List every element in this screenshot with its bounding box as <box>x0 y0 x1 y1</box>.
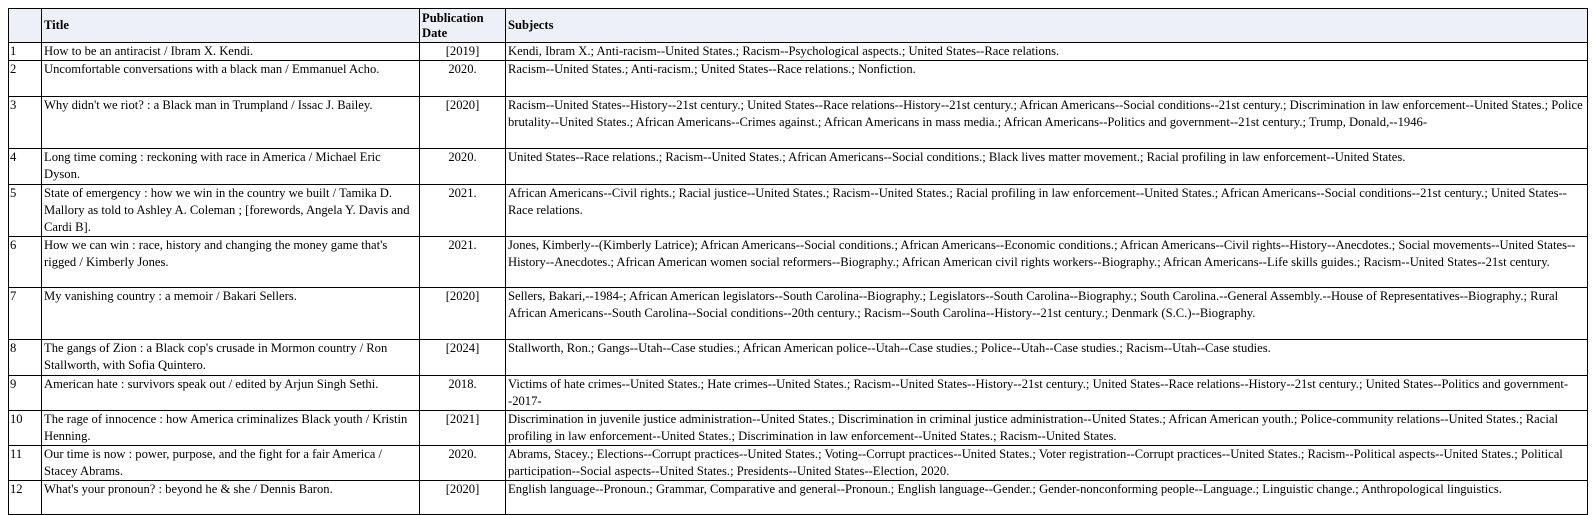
table-row <box>9 481 1588 515</box>
row-number: 11 <box>9 446 42 481</box>
row-publication-date: [2020] <box>420 288 506 340</box>
row-subjects: African Americans--Civil rights.; Racial justice--United States.; Racism--United States.; Racial profiling in law enforcement--United States.; African Americans--Social conditions--21st century.; United States--Race relations. <box>506 185 1588 237</box>
header-row <box>9 9 1588 43</box>
table-row <box>9 376 1588 411</box>
row-subjects: Kendi, Ibram X.; Anti-racism--United States.; Racism--Psychological aspects.; United States--Race relations. <box>506 43 1588 61</box>
table-row <box>9 237 1588 288</box>
table-row <box>9 288 1588 340</box>
row-title: How we can win : race, history and changing the money game that's rigged / Kimberly Jones. <box>42 237 420 288</box>
row-title: State of emergency : how we win in the country we built / Tamika D. Mallory as told to Ashley A. Coleman ; [forewords, Angela Y. Davis and Cardi B]. <box>42 185 420 237</box>
row-number: 9 <box>9 376 42 411</box>
table-row <box>9 149 1588 185</box>
row-title: How to be an antiracist / Ibram X. Kendi. <box>42 43 420 61</box>
row-subjects: Sellers, Bakari,--1984-; African American legislators--South Carolina--Biography.; Legislators--South Carolina--Biography.; South Carolina.--General Assembly.--House of Representatives--Biography.; Rural African Americans--South Carolina--Social conditions--20th century.; Racism--South Carolina--History--21st century.; Denmark (S.C.)--Biography. <box>506 288 1588 340</box>
catalog-table <box>8 8 1588 515</box>
row-subjects: Abrams, Stacey.; Elections--Corrupt practices--United States.; Voting--Corrupt practices--United States.; Voter registration--Corrupt practices--United States.; Racism--Political aspects--United States.; Political participation--Social aspects--United States.; Presidents--United States--Election, 2020. <box>506 446 1588 481</box>
row-number: 1 <box>9 43 42 61</box>
row-number: 3 <box>9 97 42 149</box>
table-row <box>9 97 1588 149</box>
table-row <box>9 411 1588 446</box>
row-number: 12 <box>9 481 42 515</box>
row-publication-date: 2021. <box>420 185 506 237</box>
row-publication-date: 2020. <box>420 61 506 97</box>
row-title: The rage of innocence : how America criminalizes Black youth / Kristin Henning. <box>42 411 420 446</box>
row-number: 5 <box>9 185 42 237</box>
row-subjects: Jones, Kimberly--(Kimberly Latrice); African Americans--Social conditions.; African Americans--Economic conditions.; African Americans--Civil rights--History--Anecdotes.; Social movements--United States--History--Anecdotes.; African American women social reformers--Biography.; African American civil rights workers--Biography.; African Americans--Life skills guides.; Racism--United States--21st century. <box>506 237 1588 288</box>
table-row <box>9 43 1588 61</box>
row-title: My vanishing country : a memoir / Bakari Sellers. <box>42 288 420 340</box>
header-num <box>9 9 42 43</box>
row-title: The gangs of Zion : a Black cop's crusade in Mormon country / Ron Stallworth, with Sofia Quintero. <box>42 340 420 376</box>
row-title: Long time coming : reckoning with race in America / Michael Eric Dyson. <box>42 149 420 185</box>
row-publication-date: [2019] <box>420 43 506 61</box>
row-subjects: Victims of hate crimes--United States.; Hate crimes--United States.; Racism--United States--History--21st century.; United States--Race relations--History--21st century.; United States--Politics and government--2017- <box>506 376 1588 411</box>
header-publication-date: Publication Date <box>420 9 506 43</box>
row-number: 7 <box>9 288 42 340</box>
row-subjects: Racism--United States--History--21st century.; United States--Race relations--History--21st century.; African Americans--Social conditions--21st century.; Discrimination in law enforcement--United States.; Police brutality--United States.; African Americans--Crimes against.; African Americans in mass media.; African Americans--Politics and government--21st century.; Trump, Donald,--1946- <box>506 97 1588 149</box>
table-row <box>9 61 1588 97</box>
header-subjects: Subjects <box>506 9 1588 43</box>
row-publication-date: [2024] <box>420 340 506 376</box>
row-subjects: United States--Race relations.; Racism--United States.; African Americans--Social conditions.; Black lives matter movement.; Racial profiling in law enforcement--United States. <box>506 149 1588 185</box>
row-publication-date: 2018. <box>420 376 506 411</box>
row-title: Our time is now : power, purpose, and the fight for a fair America / Stacey Abrams. <box>42 446 420 481</box>
row-publication-date: 2021. <box>420 237 506 288</box>
table-row <box>9 340 1588 376</box>
header-title: Title <box>42 9 420 43</box>
row-publication-date: 2020. <box>420 149 506 185</box>
row-number: 8 <box>9 340 42 376</box>
row-publication-date: 2020. <box>420 446 506 481</box>
row-title: What's your pronoun? : beyond he & she / Dennis Baron. <box>42 481 420 515</box>
row-number: 4 <box>9 149 42 185</box>
row-title: American hate : survivors speak out / edited by Arjun Singh Sethi. <box>42 376 420 411</box>
row-subjects: Racism--United States.; Anti-racism.; United States--Race relations.; Nonfiction. <box>506 61 1588 97</box>
table-row <box>9 185 1588 237</box>
row-publication-date: [2020] <box>420 481 506 515</box>
row-subjects: Discrimination in juvenile justice administration--United States.; Discrimination in criminal justice administration--United States.; African American youth.; Police-community relations--United States.; Racial profiling in law enforcement--United States.; Discrimination in law enforcement--United States.; Racism--United States. <box>506 411 1588 446</box>
row-publication-date: [2021] <box>420 411 506 446</box>
row-subjects: Stallworth, Ron.; Gangs--Utah--Case studies.; African American police--Utah--Case studies.; Police--Utah--Case studies.; Racism--Utah--Case studies. <box>506 340 1588 376</box>
row-number: 2 <box>9 61 42 97</box>
row-title: Uncomfortable conversations with a black man / Emmanuel Acho. <box>42 61 420 97</box>
row-number: 6 <box>9 237 42 288</box>
table-row <box>9 446 1588 481</box>
row-subjects: English language--Pronoun.; Grammar, Comparative and general--Pronoun.; English language--Gender.; Gender-nonconforming people--Language.; Linguistic change.; Anthropological linguistics. <box>506 481 1588 515</box>
row-number: 10 <box>9 411 42 446</box>
row-publication-date: [2020] <box>420 97 506 149</box>
row-title: Why didn't we riot? : a Black man in Trumpland / Issac J. Bailey. <box>42 97 420 149</box>
